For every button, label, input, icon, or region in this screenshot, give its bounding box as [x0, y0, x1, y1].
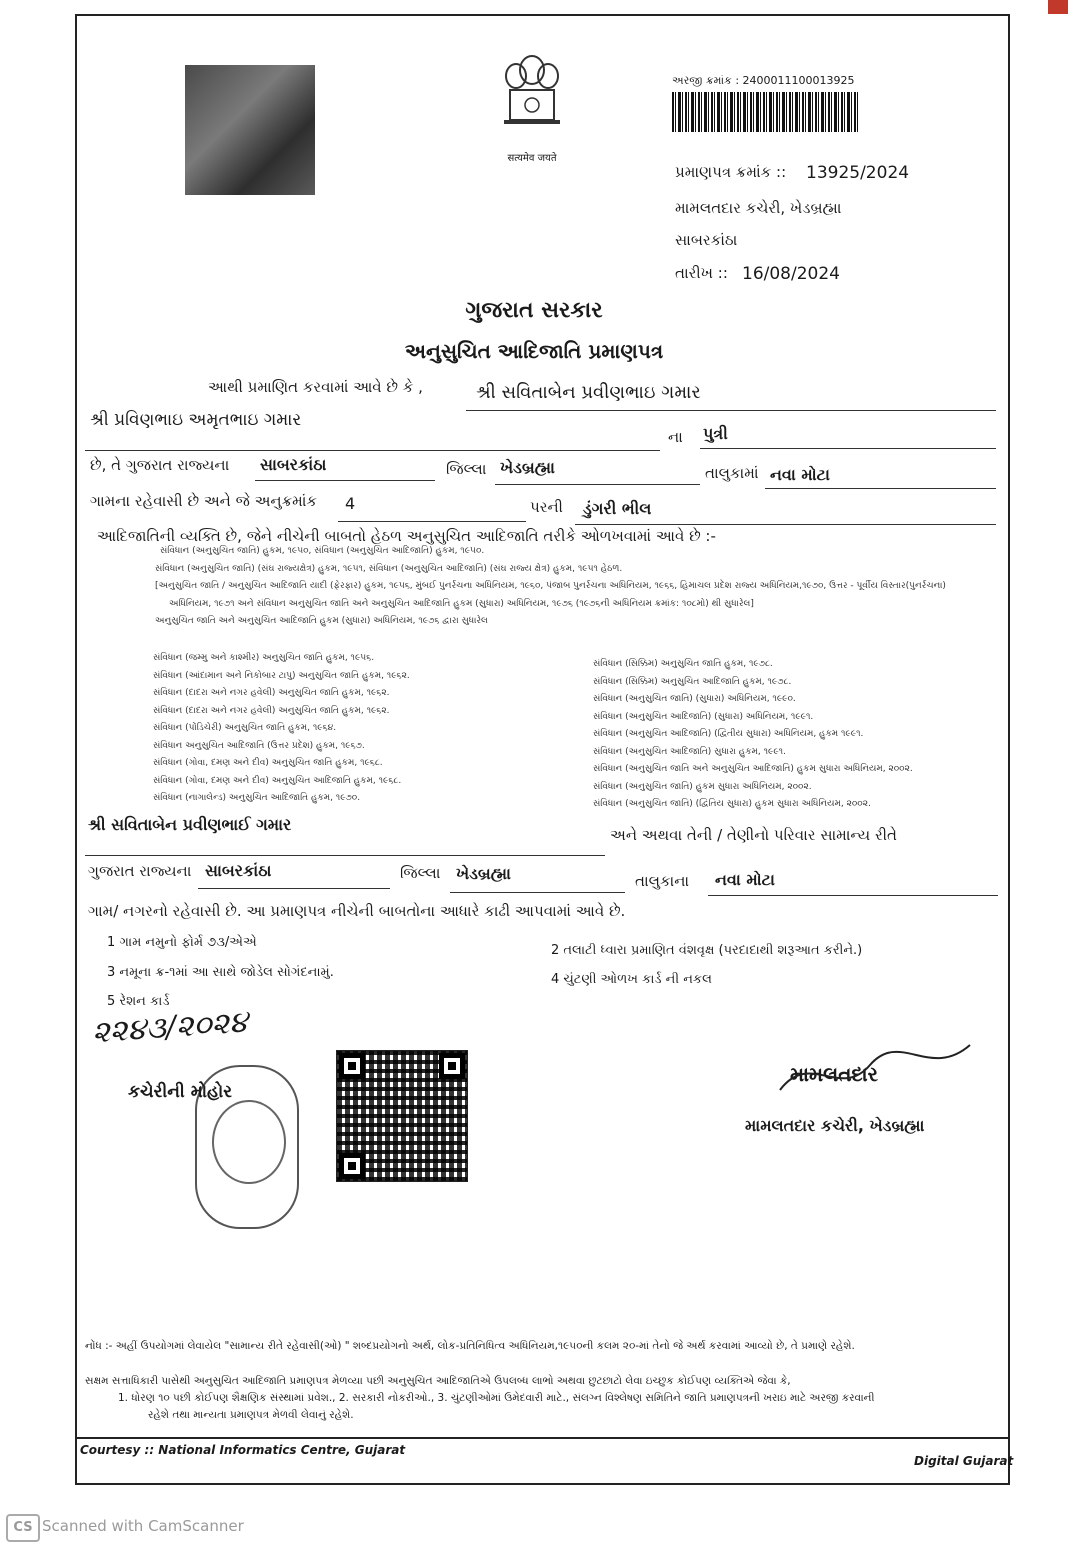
order-item: સંવિધાન (અનુસુચિત આદિજાતિ) (સુધારા) અધિનિયમ, ૧૯૯૧. — [593, 711, 814, 722]
upon-text: પરની — [530, 498, 563, 516]
barcode — [672, 92, 860, 132]
family-holder-name: શ્રી સવિતાબેન પ્રવીણભાઈ ગમાર — [88, 815, 292, 834]
certificate-number: 13925/2024 — [806, 163, 910, 183]
order-item: સંવિધાન (નાગાલેન્ડ) અનુસુચિત આદિજાતિ હુકમ, ૧૯૭૦. — [153, 793, 361, 803]
serial-number: 4 — [345, 494, 356, 513]
basis-item: 1 ગામ નમુનો ફોર્મ ૭૩/એએ — [107, 935, 257, 950]
tribe-name: ડુંગરી ભીલ — [583, 499, 652, 518]
order-item: સંવિધાન (દાદરા અને નગર હવેલી) અનુસુચિત જાતિ હુકમ, ૧૯૬૨. — [153, 705, 390, 716]
issue-date: 16/08/2024 — [742, 264, 840, 284]
national-emblem-icon — [488, 52, 576, 144]
relation: પુત્રી — [703, 424, 728, 443]
certificate-number-label: પ્રમાણપત્ર ક્રમાંક :: — [675, 163, 787, 181]
qr-code — [336, 1050, 468, 1182]
order-item: [અનુસુચિત જાતિ / અનુસુચિત આદિજાતિ યાદી (ફેરફાર) હુકમ, ૧૯૫૬, મુંબઈ પુનર્રચના અધિનિયમ, ૧૯૬૦, પંજાબ પુનર્રચના અધિનિયમ, ૧૯૬૬, હિમાચલ પ્રદેશ રાજ્ય અધિનિયમ,૧૯૭૦, ઉત્તર - પૂર્વીય વિસ્તાર(પુનર્રચના) — [155, 581, 946, 591]
stamp-label: કચેરીની મોહોર — [128, 1082, 233, 1102]
taluka-line — [495, 484, 700, 485]
order-item: સંવિધાન (અનુસુચિત જાતિ) (સુધારા) અધિનિયમ, ૧૯૯૦. — [593, 694, 796, 704]
father-name: શ્રી પ્રવિણભાઇ અમૃતભાઇ ગમાર — [90, 410, 302, 430]
village-line — [765, 488, 996, 489]
note-residence: નોંધ :- અહીં ઉપયોગમાં લેવાયેલ "સામાન્ય રીતે રહેવાસી(ઓ) " શબ્દપ્રયોગનો અર્થ, લોક-પ્રતિનિધિત્વ અધિનિયમ,૧૯૫૦ની કલમ ૨૦-માં તેનો જે અર્થ કરવામાં આવ્યો છે, તે પ્રમાણે રહેશે. — [85, 1340, 855, 1352]
tribe-recognition-text: આદિજાતિની વ્યક્તિ છે, જેને નીચેની બાબતો હેઠળ અનુસુચિત આદિજાતિ તરીકે ઓળખવામાં આવે છે :- — [97, 527, 716, 545]
orders-left-list — [153, 650, 573, 808]
page-corner-mark — [1048, 0, 1068, 14]
stamp-emblem — [212, 1100, 286, 1184]
resident-text: ગામના રહેવાસી છે અને જે અનુક્રમાંક — [90, 492, 318, 510]
family-village-line — [708, 895, 998, 896]
taluka-value: ખેડબ્રહ્મા — [500, 458, 555, 477]
basis-item: 4 ચુંટણી ઓળખ કાર્ડ ની નકલ — [551, 972, 712, 987]
camscanner-logo-icon: CS — [6, 1514, 40, 1542]
basis-item: 2 તલાટી ધ્વારા પ્રમાણિત વંશવૃક્ષ (પરદાદાથી શરૂઆત કરીને.) — [551, 943, 863, 958]
family-district-value: સાબરકાંઠા — [205, 861, 272, 880]
government-title: ગુજરાત સરકાર — [465, 298, 603, 323]
brand-text: Digital Gujarat — [914, 1454, 1014, 1468]
frame-right — [1008, 14, 1010, 1484]
family-text: અને અથવા તેની / તેણીનો પરિવાર સામાન્ય રીતે — [610, 826, 897, 844]
family-village-value: નવા મોટા — [715, 870, 775, 889]
na-text: ના — [668, 428, 683, 446]
frame-left — [75, 14, 77, 1484]
family-taluka-line — [450, 892, 625, 893]
handwritten-reference: ૨૨૪૩/૨૦૨૪ — [90, 1004, 249, 1051]
district-line — [255, 480, 435, 481]
signature: મામલતદાર — [790, 1062, 878, 1086]
scanner-watermark: Scanned with CamScanner — [42, 1517, 244, 1535]
orders-right-list — [593, 656, 1003, 814]
order-item: સંવિધાન (અનુસુચિત આદિજાતિ) (દ્વિતીય સુધારા) અધિનિયમ, હુકમ ૧૯૯૧. — [593, 729, 864, 739]
order-item: સંવિધાન (સિક્કિમ) અનુસુચિત આદિજાતિ હુકમ, ૧૯૭૮. — [593, 676, 792, 687]
family-taluka-value: ખેડબ્રહ્મા — [456, 864, 511, 883]
issue-date-label: તારીખ :: — [675, 264, 728, 282]
order-item: સંવિધાન અનુસુચિત આદિજાતિ (ઉત્તર પ્રદેશ) હુકમ, ૧૯૬૭. — [153, 740, 365, 751]
certify-text: આથી પ્રમાણિત કરવામાં આવે છે કે , — [208, 378, 423, 396]
note-benefits: સક્ષમ સત્તાધિકારી પાસેથી અનુસુચિત આદિજાતિ પ્રમાણપત્ર મેળવ્યા પછી અનુસુચિત આદિજાતિએ ઉપલબ્ધ લાભો અથવા છુટછાટો લેવા ઇચ્છુક કોઈપણ વ્યક્તિએ જેવા કે, — [85, 1375, 791, 1387]
state-text: છે, તે ગુજરાત રાજ્યના — [90, 456, 230, 474]
family-holder-line — [85, 855, 605, 856]
basis-text: ગામ/ નગરનો રહેવાસી છે. આ પ્રમાણપત્ર નીચેની બાબતોના આધારે કાઢી આપવામાં આવે છે. — [88, 902, 626, 920]
order-item: સંવિધાન (સિક્કિમ) અનુસુચિત જાતિ હુકમ, ૧૯૭૮. — [593, 659, 773, 669]
signature-scribble-icon — [770, 1040, 980, 1110]
orders-wide-list — [155, 543, 955, 631]
frame-top — [75, 14, 1010, 16]
holder-name-line — [466, 410, 996, 411]
tribe-line — [575, 524, 996, 525]
emblem-motto: सत्यमेव जयते — [507, 153, 557, 164]
family-taluka-label: તાલુકાના — [635, 872, 690, 890]
courtesy-text: Courtesy :: National Informatics Centre, Gujarat — [80, 1443, 406, 1457]
issuing-district: સાબરકાંઠા — [675, 231, 738, 249]
basis-item: 3 નમૂના ક્ર-૧માં આ સાથે જોડેલ સોગંદનામું. — [107, 965, 334, 980]
district-label: જિલ્લા — [446, 460, 487, 478]
order-item: સંવિધાન (આંદામાન અને નિકોબાર ટાપુ) અનુસુચિત જાતિ હુકમ, ૧૯૬૨. — [153, 670, 410, 681]
basis-item: 5 રેશન કાર્ડ — [107, 994, 170, 1009]
order-item: સંવિધાન (ગોવા, દમણ અને દીવ) અનુસુચિત જાતિ હુકમ, ૧૯૬૮. — [153, 758, 383, 768]
holder-name: શ્રી સવિતાબેન પ્રવીણભાઇ ગમાર — [476, 382, 701, 403]
serial-line — [338, 521, 526, 522]
issuing-office: મામલતદાર કચેરી, ખેડબ્રહ્મા — [675, 199, 842, 217]
order-item: સંવિધાન (પોંડિચેરી) અનુસુચિત જાતિ હુકમ, ૧૯૬૪. — [153, 723, 337, 733]
family-state-text: ગુજરાત રાજ્યના — [88, 862, 192, 880]
order-item: સંવિધાન (દાદરા અને નગર હવેલી) અનુસુચિત જાતિ હુકમ, ૧૯૬૨. — [153, 688, 390, 698]
footer-divider — [75, 1437, 1010, 1439]
father-name-line — [85, 450, 660, 451]
application-number: અરજી ક્રમાંક : 2400011100013925 — [672, 74, 855, 87]
signatory-office: મામલતદાર કચેરી, ખેડબ્રહ્મા — [745, 1116, 925, 1135]
note-benefits-list: 1. ધોરણ ૧૦ પછી કોઈપણ શૈક્ષણિક સંસ્થામાં પ્રવેશ., 2. સરકારી નોકરીઓ., 3. ચુંટણીઓમાં ઉમેદવારી માટે., સંલગ્ન વિશ્લેષણ સમિતિને જાતિ પ્રમાણપત્રની ખરાઇ માટે અરજી કરવાની — [118, 1392, 875, 1404]
order-item: સંવિધાન (અનુસુચિત જાતિ અને અનુસુચિત આદિજાતિ) હુકમ સુધારા અધિનિયમ, ૨૦૦૨. — [593, 764, 913, 774]
applicant-photo — [185, 65, 315, 195]
order-item: સંવિધાન (ગોવા, દમણ અને દીવ) અનુસુચિત આદિજાતિ હુકમ, ૧૯૬૮. — [153, 775, 402, 786]
order-item: સંવિધાન (અનુસુચિત જાતિ) હુકમ, ૧૯૫૦, સંવિધાન (અનુસુચિત આદિજાતિ) હુકમ, ૧૯૫૦. — [160, 546, 485, 556]
order-item: અધિનિયમ, ૧૯૭૧ અને સંવિધાન અનુસુચિત જાતિ અને અનુસુચિત આદિજાતિ હુકમ (સુધારા) અધિનિયમ, ૧૯૭૬ (૧૯૭૬ની અધિનિયમ ક્રમાંક: ૧૦૮મો) થી સુધારેલ] — [169, 598, 754, 609]
order-item: સંવિધાન (અનુસુચિત જાતિ) (સંઘ રાજ્યક્ષેત્ર) હુકમ, ૧૯૫૧, સંવિધાન (અનુસુચિત આદિજાતિ) (સંઘ રાજ્ય ક્ષેત્ર) હુકમ, ૧૯૫૧ હેઠળ. — [155, 563, 623, 574]
district-value: સાબરકાંઠા — [260, 455, 327, 474]
taluka-label: તાલુકામાં — [705, 464, 759, 482]
note-validity: રહેશે તથા માન્યતા પ્રમાણપત્ર મેળવી લેવાનું રહેશે. — [148, 1409, 354, 1421]
order-item: સંવિધાન (અનુસુચિત જાતિ) હુકમ સુધારા અધિનિયમ, ૨૦૦૨. — [593, 781, 812, 792]
order-item: સંવિધાન (અનુસુચિત જાતિ) (દ્વિતિય સુધારા) હુકમ સુધારા અધિનિયમ, ૨૦૦૨. — [593, 799, 871, 809]
family-district-label: જિલ્લા — [400, 864, 441, 882]
order-item: સંવિધાન (જમ્મુ અને કાશ્મીર) અનુસુચિત જાતિ હુકમ, ૧૯૫૬. — [153, 653, 375, 663]
order-item: અનુસુચિત જાતિ અને અનુસુચિત આદિજાતિ હુકમ (સુધારા) અધિનિયમ, ૧૯૭૬ દ્વારા સુધારેલ — [155, 616, 488, 626]
village-value: નવા મોટા — [770, 465, 830, 484]
frame-bottom — [75, 1483, 1010, 1485]
certificate-title: અનુસુચિત આદિજાતિ પ્રમાણપત્ર — [404, 339, 664, 363]
order-item: સંવિધાન (અનુસુચિત આદિજાતિ) સુધારા હુકમ, ૧૯૯૧. — [593, 746, 786, 757]
family-district-line — [198, 888, 390, 889]
relation-line — [700, 448, 996, 449]
